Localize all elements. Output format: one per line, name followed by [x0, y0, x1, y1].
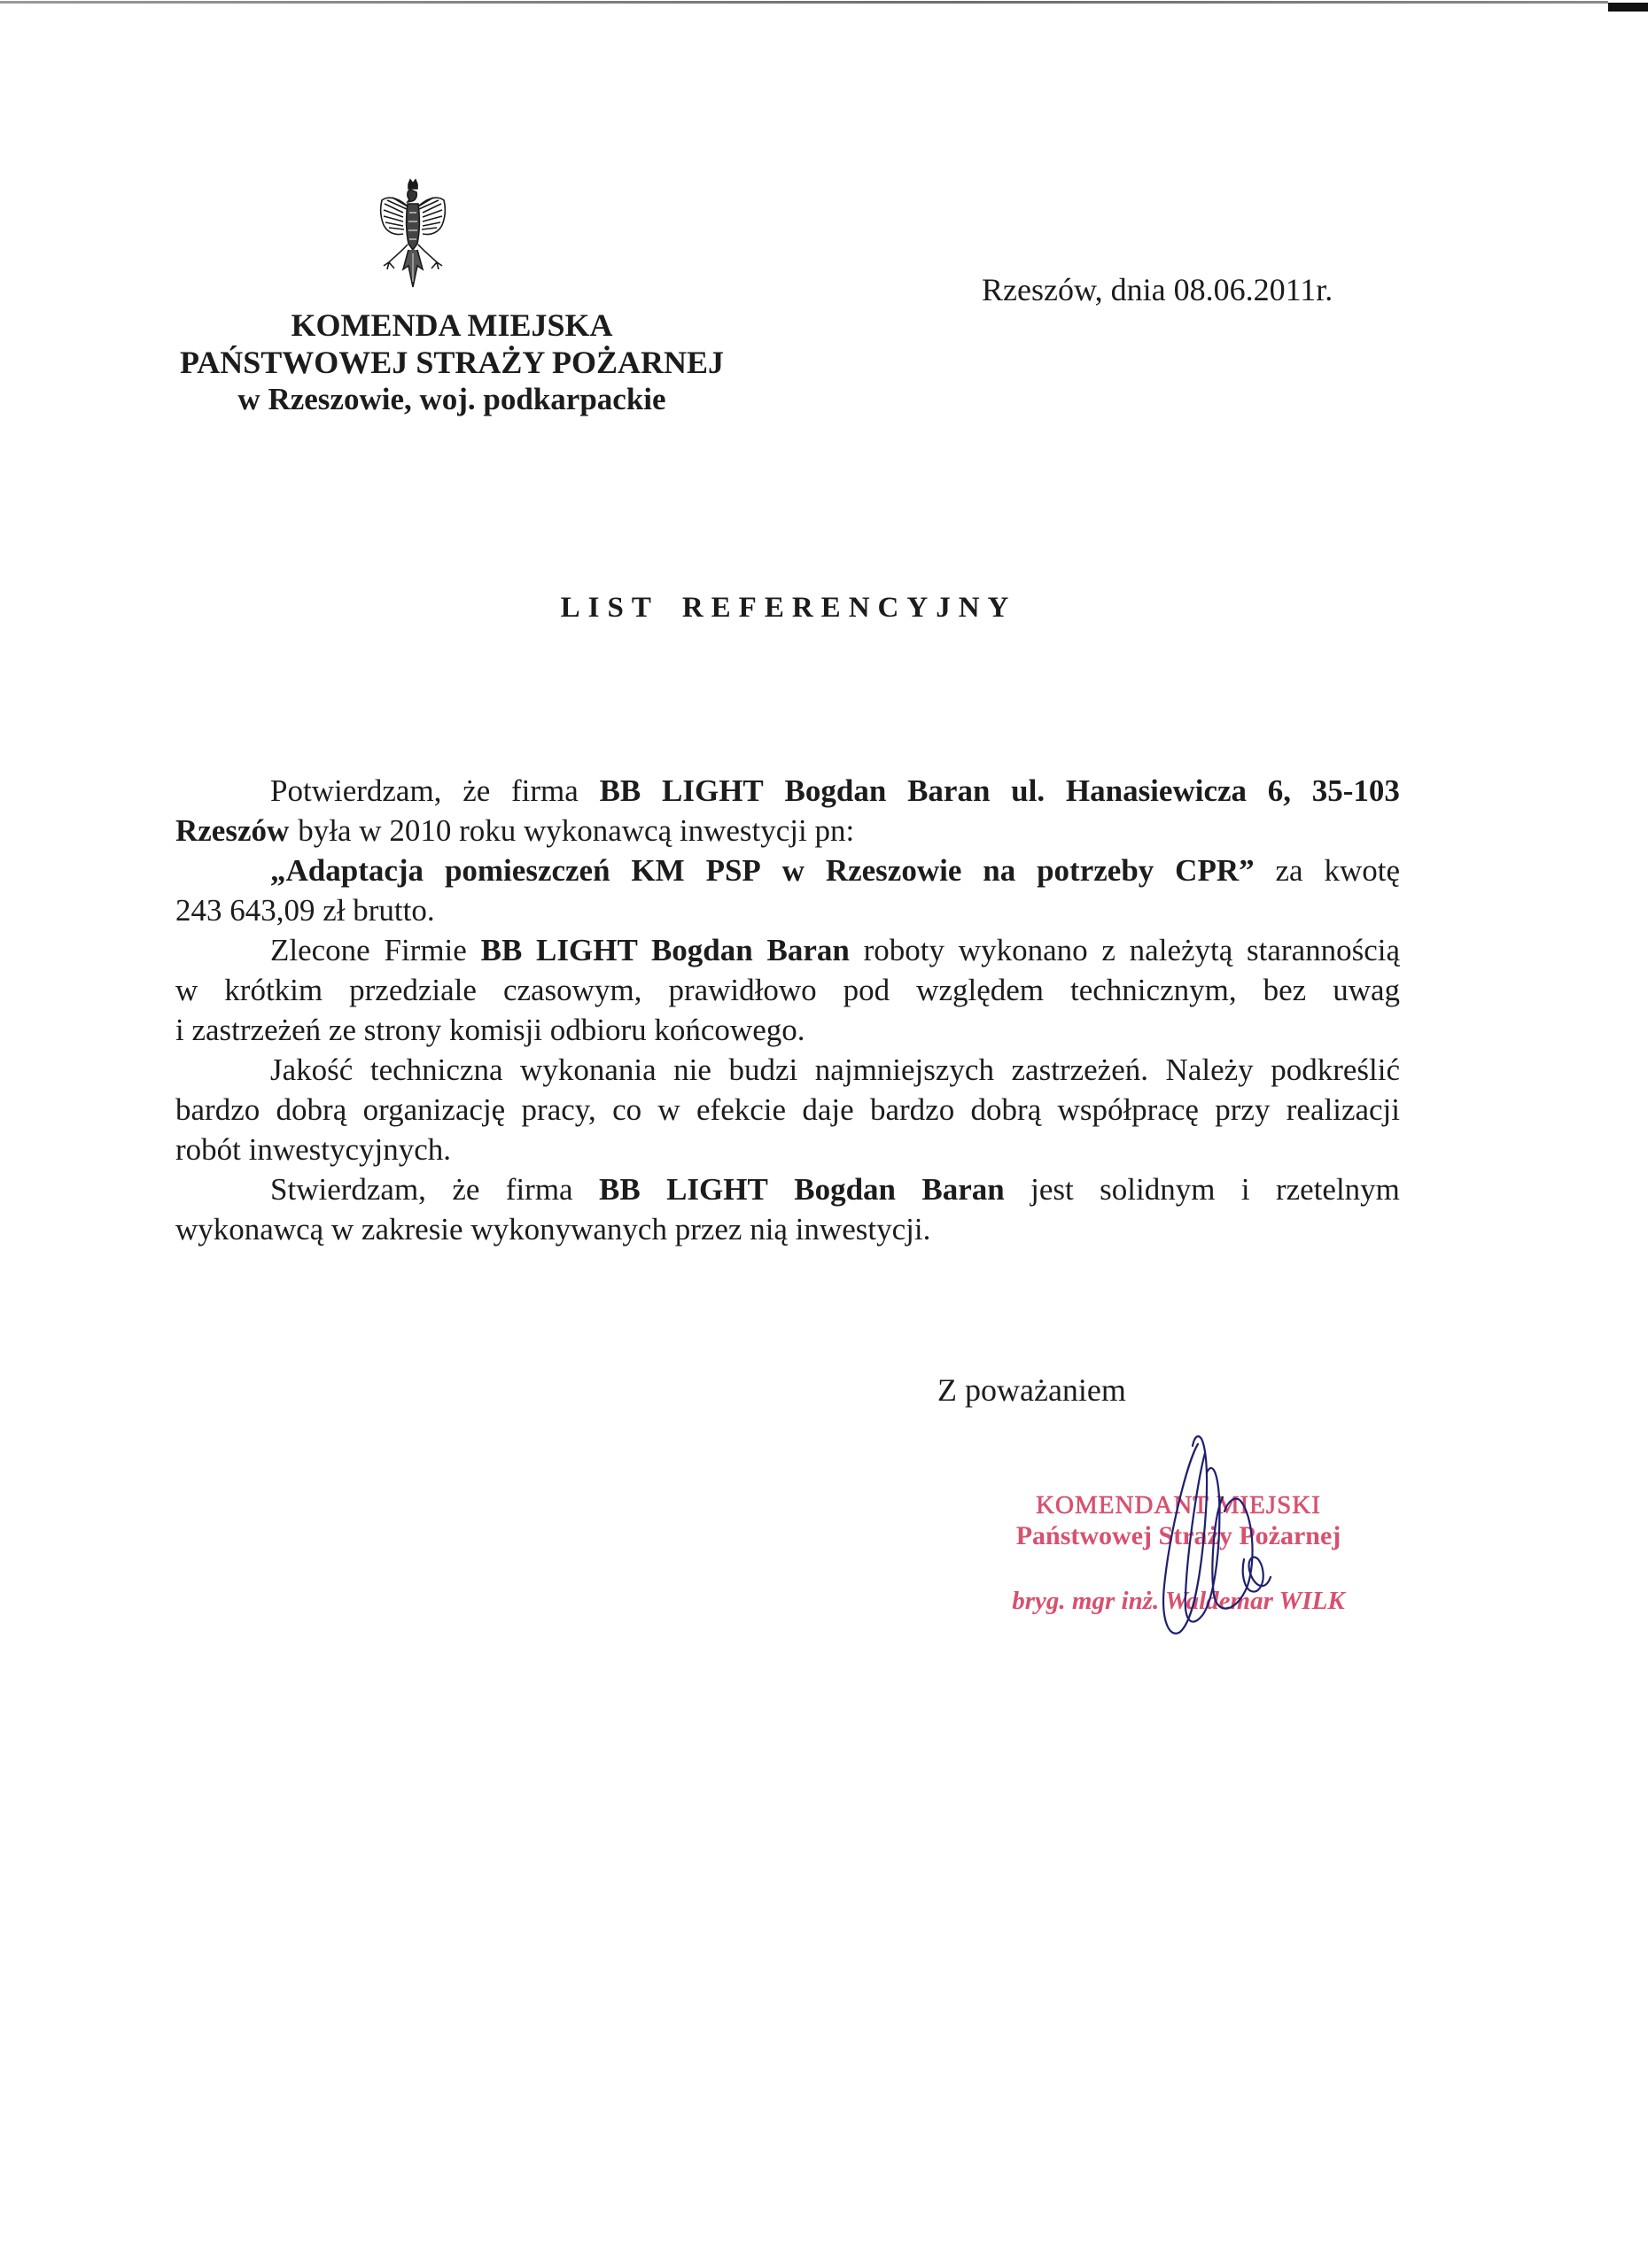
word: i — [1240, 1172, 1250, 1207]
company-name-word: BB — [598, 1172, 641, 1207]
body-line — [175, 850, 1400, 890]
organization-header — [133, 307, 771, 418]
company-name-word: Bogdan — [794, 1172, 897, 1207]
body-line: Jakość techniczna wykonania nie budzi najmniejszych zastrzeżeń. Należy podkreślić — [270, 1052, 1400, 1087]
org-name-line-2: PAŃSTWOWEJ STRAŻY POŻARNEJ — [179, 345, 725, 380]
polish-eagle-emblem-icon — [377, 177, 449, 292]
word: w — [175, 973, 198, 1007]
company-name-word: Baran — [907, 773, 991, 808]
letter-date: Rzeszów, dnia 08.06.2011r. — [982, 272, 1333, 307]
word: czasowym, — [502, 973, 642, 1007]
word: prawidłowo — [668, 973, 817, 1007]
word: rzetelnym — [1275, 1172, 1400, 1207]
body-line — [175, 811, 1400, 850]
body-text: Zlecone Firmie — [270, 933, 467, 967]
word: firma — [511, 773, 579, 808]
title-word-2: REFERENCYJNY — [681, 592, 1017, 624]
body-text: roboty wykonano z należytą starannością — [863, 933, 1400, 967]
word: krótkim — [224, 973, 323, 1007]
body-line — [175, 890, 1400, 930]
org-name-line-1: KOMENDA MIEJSKA — [291, 307, 613, 343]
document-title — [443, 592, 1134, 625]
project-name-word: Rzeszowie — [825, 853, 962, 888]
project-name-word: pomieszczeń — [444, 853, 610, 888]
word: że — [452, 1172, 480, 1207]
project-name-word: „Adaptacja — [270, 853, 424, 888]
word: Potwierdzam, — [270, 773, 442, 808]
body-line — [175, 1169, 1400, 1209]
word: przedziale — [349, 973, 477, 1007]
body-line — [175, 1130, 1400, 1169]
project-name-word: PSP — [705, 853, 761, 888]
body-line — [175, 930, 1400, 970]
org-location-line: w Rzeszowie, woj. podkarpackie — [237, 382, 666, 416]
company-name-word: Baran — [921, 1172, 1005, 1207]
address-word: 35-103 — [1311, 773, 1400, 808]
address-word: ul. — [1011, 773, 1046, 808]
address-word: 6, — [1267, 773, 1292, 808]
body-line: bardzo dobrą organizację pracy, co w efekcie daje bardzo dobrą współpracę przy realizacji — [175, 1092, 1400, 1127]
project-name-word: CPR” — [1175, 853, 1255, 888]
stamp-organization: Państwowej Straży Pożarnej — [1015, 1521, 1341, 1550]
body-text: była w 2010 roku wykonawcą inwestycji pn: — [298, 813, 855, 848]
word: solidnym — [1100, 1172, 1216, 1207]
address-word: Hanasiewicza — [1065, 773, 1248, 808]
word: za — [1275, 853, 1303, 888]
scan-edge-line — [0, 1, 1608, 4]
project-name-word: na — [983, 853, 1016, 888]
body-text: i zastrzeżeń ze strony komisji odbioru końcowego. — [175, 1013, 805, 1047]
body-line — [175, 1209, 1400, 1249]
letter-body — [175, 771, 1400, 1249]
company-name-word: Bogdan — [784, 773, 887, 808]
handwritten-signature-icon — [1152, 1426, 1294, 1648]
word: technicznym, — [1070, 973, 1237, 1007]
company-name-word: BB — [599, 773, 641, 808]
word: względem — [916, 973, 1044, 1007]
scan-edge-mark — [1608, 3, 1648, 12]
address-city: Rzeszów — [175, 813, 290, 848]
contract-amount: 243 643,09 zł brutto. — [175, 893, 435, 928]
company-name: BB LIGHT Bogdan Baran — [480, 933, 850, 967]
body-line — [175, 1010, 1400, 1050]
body-text: wykonawcą w zakresie wykonywanych przez nią inwestycji. — [175, 1212, 931, 1247]
company-name-word: LIGHT — [666, 1172, 768, 1207]
word: jest — [1030, 1172, 1074, 1207]
word: firma — [505, 1172, 573, 1207]
body-line — [175, 771, 1400, 811]
word: bez — [1263, 973, 1307, 1007]
project-name-word: potrzeby — [1037, 853, 1154, 888]
word: że — [463, 773, 491, 808]
word: Stwierdzam, — [270, 1172, 426, 1207]
body-text: robót inwestycyjnych. — [175, 1132, 452, 1167]
project-name-word: KM — [631, 853, 685, 888]
word: uwag — [1333, 973, 1400, 1007]
stamp-title: KOMENDANT MIEJSKI — [1036, 1491, 1321, 1519]
word: pod — [843, 973, 890, 1007]
project-name-word: w — [781, 853, 805, 888]
company-name-word: LIGHT — [662, 773, 764, 808]
stamp-signatory-name: bryg. mgr inż. Waldemar WILK — [1012, 1587, 1345, 1615]
closing-salutation: Z poważaniem — [937, 1372, 1126, 1408]
title-word-1: LIST — [560, 592, 659, 624]
body-line — [175, 970, 1400, 1010]
word: kwotę — [1324, 853, 1400, 888]
